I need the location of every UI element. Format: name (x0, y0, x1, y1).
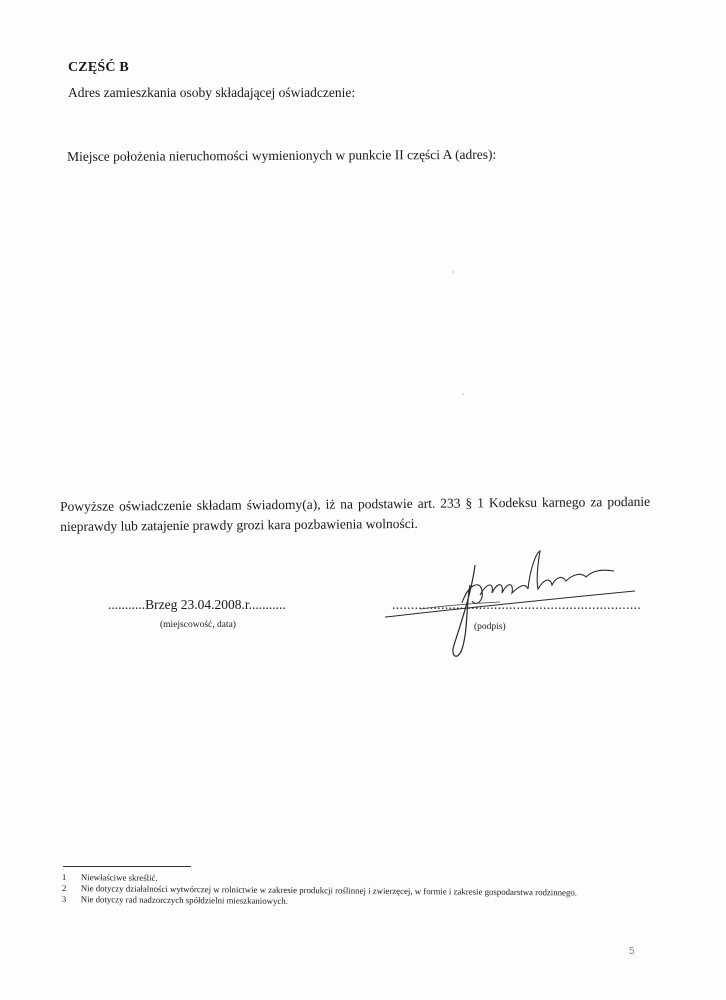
property-location-label: Miejsce położenia nieruchomości wymienionych w punkcie II części A (adres): (67, 146, 497, 164)
footnote-text: Niewłaściwe skreślić. (80, 872, 158, 883)
place-date-caption: (miejscowość, data) (160, 620, 236, 630)
declaration-statement (60, 492, 650, 537)
statement-line-2: nieprawdy lub zatajenie prawdy grozi kara pozbawienia wolności. (60, 515, 418, 534)
statement-line-1: Powyższe oświadczenie składam świadomy(a), iż na podstawie art. 233 § 1 Kodeksu karnego za podanie (60, 493, 651, 514)
handwritten-signature (380, 545, 640, 665)
footnote-separator (63, 866, 191, 867)
signature-caption: (podpis) (474, 622, 506, 632)
footnote-number: 1 (61, 872, 67, 883)
footnote-number: 3 (61, 893, 67, 905)
page-number: 5 (629, 946, 635, 957)
footnote-text: Nie dotyczy działalności wytwórczej w rolnictwie w zakresie produkcji roślinnej i zwierzęcej, w formie i zakresie gospodarstwa rodzinnego. (80, 883, 577, 898)
footnotes (62, 872, 577, 909)
address-label: Adres zamieszkania osoby składającej oświadczenie: (68, 85, 356, 100)
scan-speck (452, 271, 454, 273)
scan-speck (462, 393, 464, 395)
place-date-field: ...........Brzeg 23.04.2008.r........... (108, 597, 286, 612)
footnote-text: Nie dotyczy rad nadzorczych spółdzielni mieszkaniowych. (80, 894, 288, 906)
footnote-number: 2 (61, 882, 67, 894)
signature-line: .................................................................. (392, 597, 642, 612)
section-heading: CZĘŚĆ B (68, 60, 129, 75)
